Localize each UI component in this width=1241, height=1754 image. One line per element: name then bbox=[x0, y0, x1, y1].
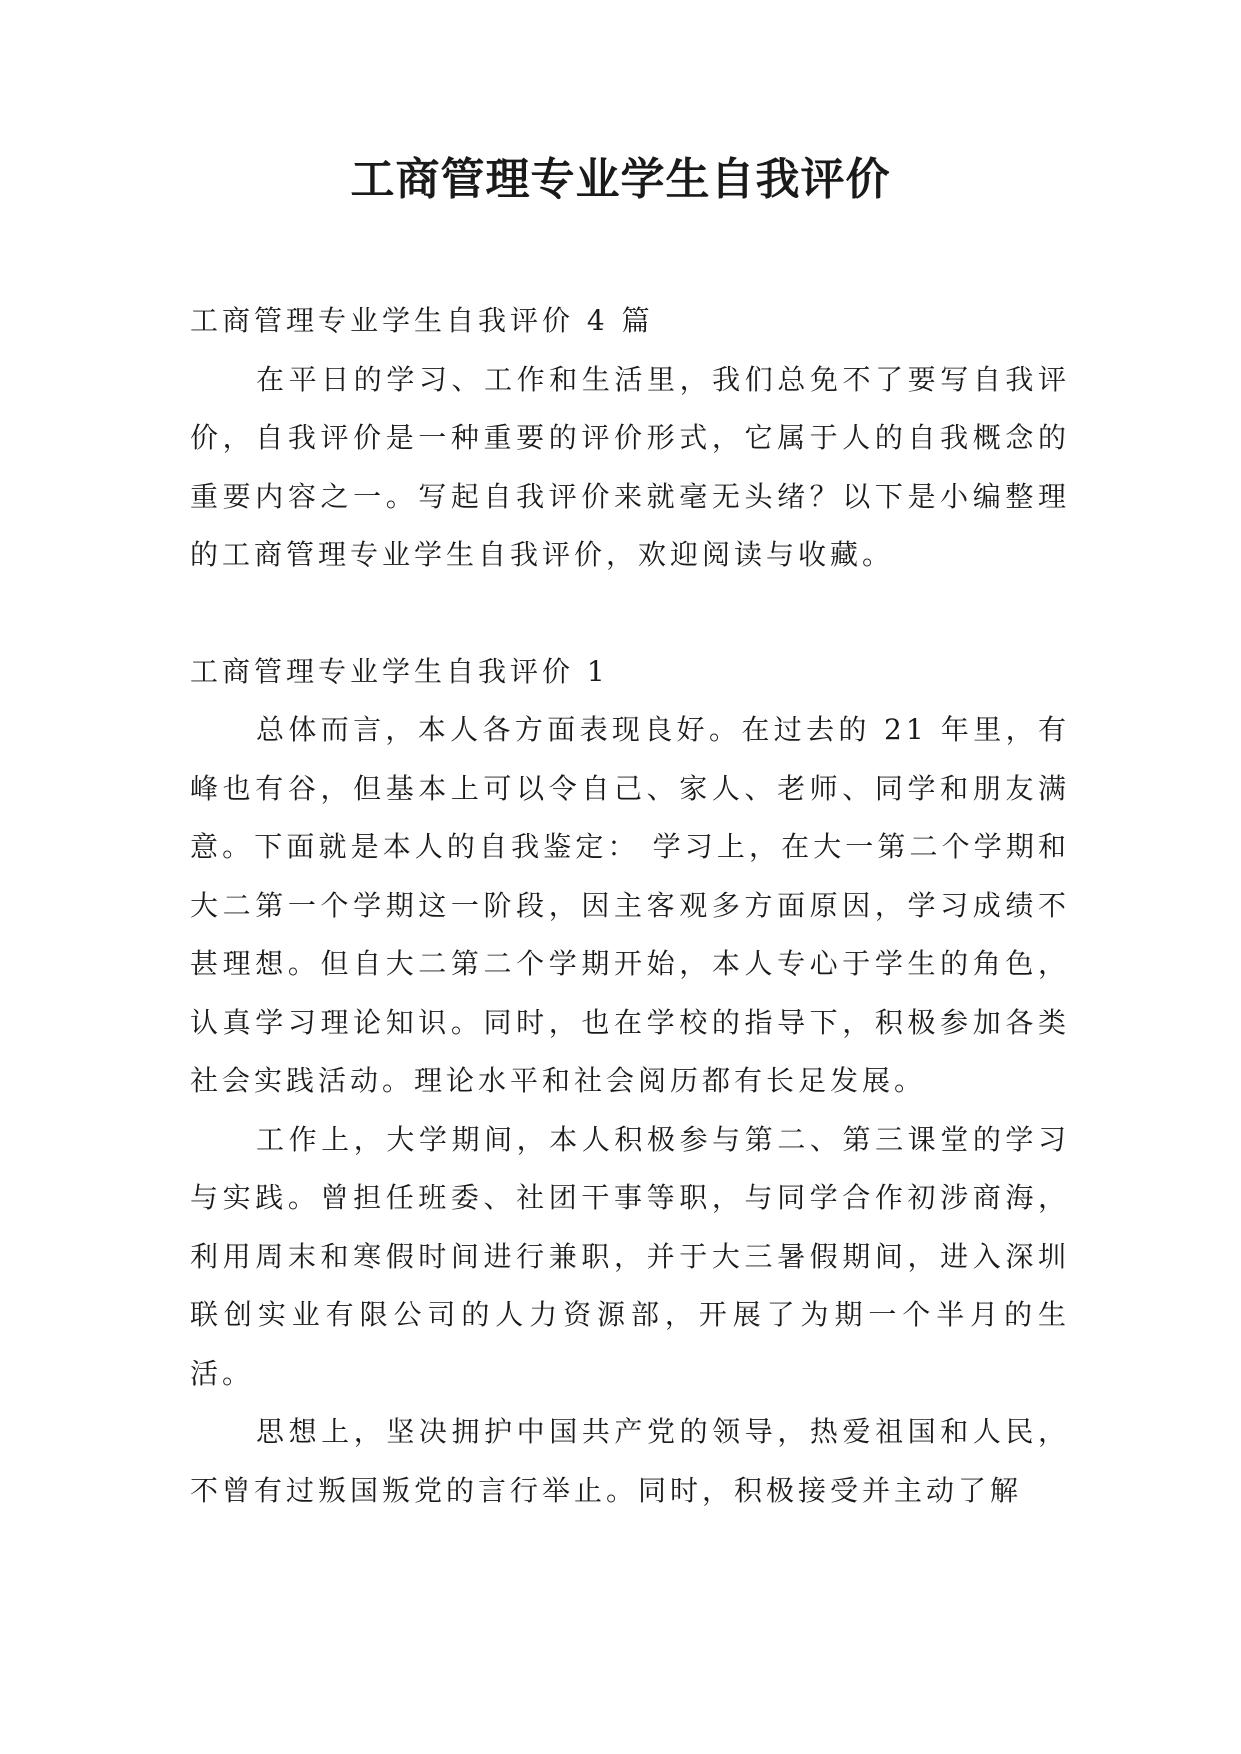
section-heading: 工商管理专业学生自我评价 1 bbox=[190, 654, 609, 688]
document-body bbox=[190, 292, 1070, 1520]
paragraph-spacer bbox=[190, 585, 1070, 643]
series-subtitle: 工商管理专业学生自我评价 4 篇 bbox=[190, 304, 654, 337]
document-title: 工商管理专业学生自我评价 bbox=[350, 154, 891, 205]
intro-paragraph: 在平日的学习、工作和生活里，我们总免不了要写自我评价，自我评价是一种重要的评价形式，它属于人的自我概念的重要内容之一。写起自我评价来就毫无头绪？以下是小编整理的工商管理专业学生自我评价，欢迎阅读与收藏。 bbox=[190, 362, 1070, 571]
body-paragraph: 工作上，大学期间，本人积极参与第二、第三课堂的学习与实践。曾担任班委、社团干事等职，与同学合作初涉商海，利用周末和寒假时间进行兼职，并于大三暑假期间，进入深圳联创实业有限公司的人力资源部，开展了为期一个半月的生活。 bbox=[190, 1122, 1070, 1390]
body-paragraph: 总体而言，本人各方面表现良好。在过去的 21 年里，有峰也有谷，但基本上可以令自己、家人、老师、同学和朋友满意。下面就是本人的自我鉴定： 学习上，在大一第二个学期和大二第一个学期这一阶段，因主客观多方面原因，学习成绩不甚理想。但自大二第二个学期开始，本人专心于学生的角色，认真学习理论知识。同时，也在学校的指导下，积极参加各类社会实践活动。理论水平和社会阅历都有长足发展。 bbox=[190, 713, 1070, 1097]
body-paragraph: 思想上，坚决拥护中国共产党的领导，热爱祖国和人民，不曾有过叛国叛党的言行举止。同时，积极接受并主动了解 bbox=[190, 1415, 1070, 1507]
